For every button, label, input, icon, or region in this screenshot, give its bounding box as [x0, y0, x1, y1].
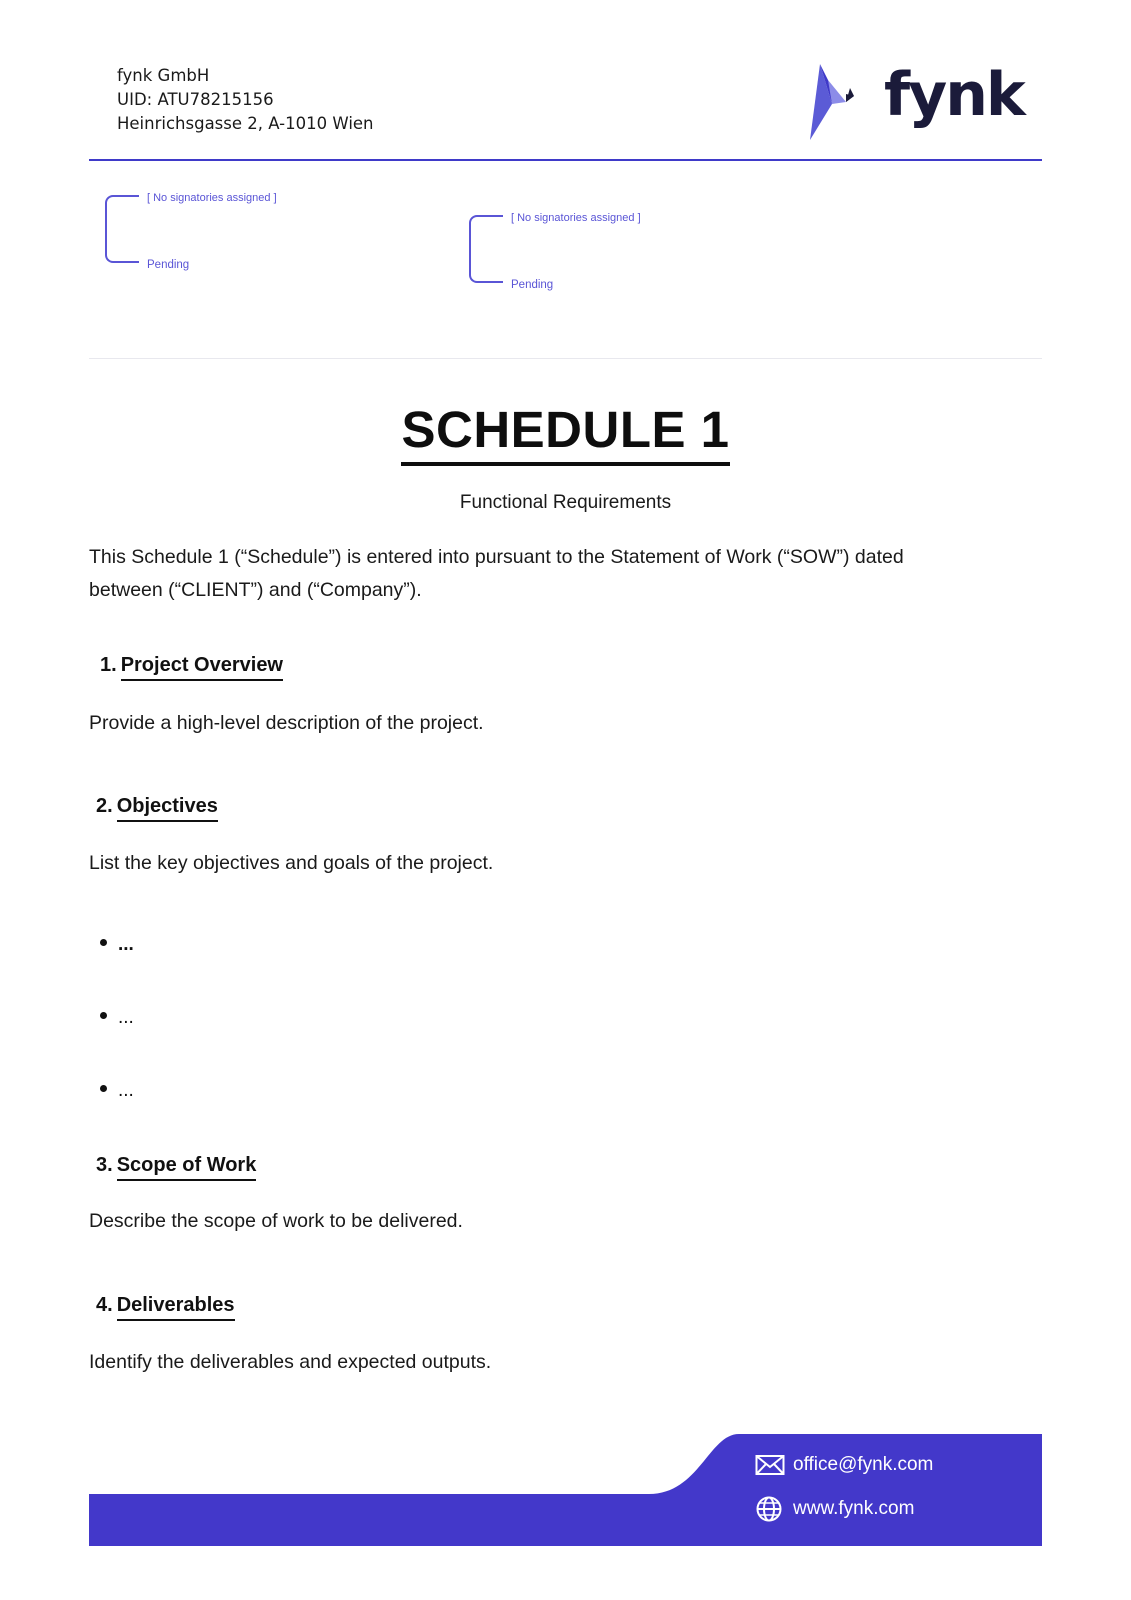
- section-heading-objectives: [96, 795, 218, 822]
- fynk-logo: [806, 60, 1024, 142]
- signature-status: Pending: [147, 259, 190, 271]
- document-title: SCHEDULE 1: [401, 400, 729, 466]
- section-body: List the key objectives and goals of the project.: [89, 852, 494, 874]
- list-item: [100, 1080, 134, 1102]
- header-divider: [89, 159, 1042, 161]
- signature-bracket: [469, 215, 503, 283]
- page-footer: [89, 1434, 1042, 1546]
- footer-email-text: office@fynk.com: [793, 1454, 934, 1475]
- intro-paragraph: [89, 541, 1049, 607]
- section-body: Provide a high-level description of the project.: [89, 712, 484, 734]
- footer-website-text: www.fynk.com: [793, 1498, 915, 1519]
- mail-icon: [755, 1451, 785, 1479]
- logo-wordmark: fynk: [884, 60, 1024, 130]
- section-divider: [89, 358, 1042, 359]
- bullet-icon: [100, 939, 107, 946]
- section-body: Describe the scope of work to be delivered.: [89, 1210, 463, 1232]
- section-title: Scope of Work: [117, 1154, 257, 1181]
- bullet-icon: [100, 1012, 107, 1019]
- section-title: Objectives: [117, 795, 218, 822]
- list-item-text: ...: [118, 1080, 134, 1101]
- list-item: [100, 1007, 134, 1029]
- title-wrapper: [0, 400, 1131, 466]
- intro-line: This Schedule 1 (“Schedule”) is entered into pursuant to the Statement of Work (“SOW”) dated: [89, 546, 904, 568]
- section-heading-scope-of-work: [96, 1154, 256, 1181]
- signature-status: Pending: [511, 279, 554, 291]
- signatory-name: [ No signatories assigned ]: [511, 212, 641, 224]
- list-item-text: ...: [118, 1007, 134, 1028]
- section-title: Deliverables: [117, 1294, 235, 1321]
- intro-line: between (“CLIENT”) and (“Company”).: [89, 579, 422, 601]
- section-number: 2.: [96, 795, 113, 817]
- list-item-text: ...: [118, 934, 134, 955]
- section-title: Project Overview: [121, 654, 283, 681]
- section-number: 3.: [96, 1154, 113, 1176]
- company-info: [117, 64, 374, 136]
- section-number: 1.: [100, 654, 117, 676]
- signature-block[interactable]: [105, 192, 405, 272]
- company-address: Heinrichsgasse 2, A-1010 Wien: [117, 114, 374, 133]
- signatory-name: [ No signatories assigned ]: [147, 192, 277, 204]
- section-number: 4.: [96, 1294, 113, 1316]
- list-item: [100, 934, 134, 956]
- section-body: Identify the deliverables and expected outputs.: [89, 1351, 492, 1373]
- document-subtitle: Functional Requirements: [459, 492, 672, 513]
- section-heading-deliverables: [96, 1294, 235, 1321]
- globe-icon: [755, 1495, 785, 1523]
- bullet-icon: [100, 1085, 107, 1092]
- signature-block[interactable]: [469, 212, 769, 292]
- company-name: fynk GmbH: [117, 66, 210, 85]
- signature-bracket: [105, 195, 139, 263]
- section-heading-project-overview: [100, 654, 283, 681]
- company-uid: UID: ATU78215156: [117, 90, 274, 109]
- bird-logo-icon: [806, 60, 876, 142]
